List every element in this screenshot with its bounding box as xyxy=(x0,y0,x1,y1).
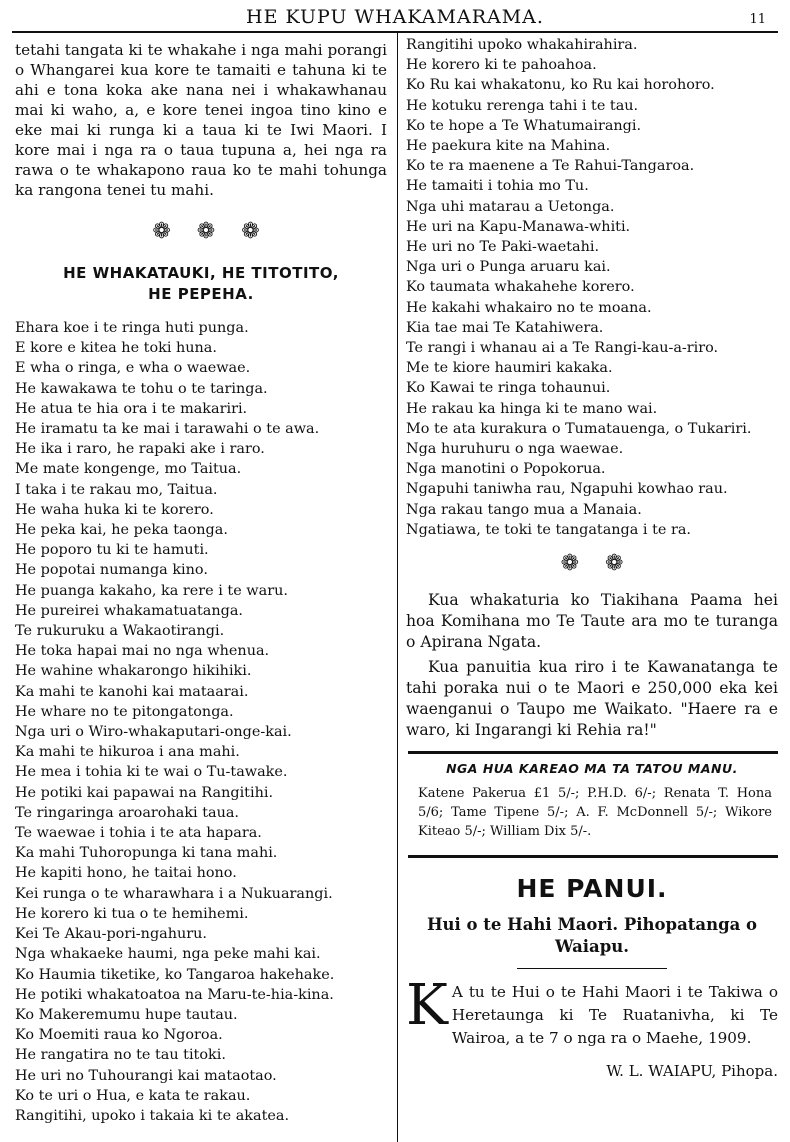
proverb-line: E kore e kitea he toki huna. xyxy=(15,340,217,357)
subscriptions-title: NGA HUA KAREAO MA TA TATOU MANU. xyxy=(446,761,738,777)
subscriptions-list: Katene Pakerua £1 5/-; P.H.D. 6/-; Renata T. Hona 5/6; Tame Tipene 5/-; A. F. McDonnell 5/-; Wikore Kiteao 5/-; William Dix 5/-. xyxy=(418,786,772,840)
proverb-line: Nga huruhuru o nga waewae. xyxy=(406,441,624,458)
proverb-line: He uri no Tuhourangi kai mataotao. xyxy=(15,1067,277,1084)
proverb-line: Ka mahi te kanohi kai mataarai. xyxy=(15,683,249,700)
proverb-line: Kei Te Akau-pori-ngahuru. xyxy=(15,926,207,943)
flower-ornament-icon: ❁ xyxy=(196,219,216,244)
proverb-line: Ko Ru kai whakatonu, ko Ru kai horohoro. xyxy=(406,77,715,94)
header-rule xyxy=(12,31,778,33)
flower-ornament-icon: ❁ xyxy=(241,219,260,244)
proverb-line: Ka mahi te hikuroa i ana mahi. xyxy=(15,744,240,761)
notice-text: A tu te Hui o te Hahi Maori i te Takiwa o Heretaunga ki Te Ruatanivha, ki Te Wairoa, a te 7 o nga ra o Maehe, 1909. xyxy=(451,983,778,1048)
proverb-line: He kakahi whakairo no te moana. xyxy=(406,299,652,316)
proverb-line: Ngatiawa, te toki te tangatanga i te ra. xyxy=(406,521,691,538)
proverb-line: Ko Kawai te ringa tohaunui. xyxy=(406,380,611,397)
proverb-line: Te ringaringa aroarohaki taua. xyxy=(15,804,240,821)
proverb-line: Ko Moemiti raua ko Ngoroa. xyxy=(15,1027,223,1044)
ornament-row xyxy=(406,552,778,576)
proverb-line: Kia tae mai Te Katahiwera. xyxy=(406,319,604,336)
proverb-line: Ko te ra maenene a Te Rahui-Tangaroa. xyxy=(406,158,695,175)
proverb-line: Te rangi i whanau ai a Te Rangi-kau-a-riro. xyxy=(406,340,719,357)
intro-paragraph: tetahi tangata ki te whakahe i nga mahi porangi o Whangarei kua kore te tamaiti e tahuna ki te ahi e tona koka ake nana nei i whakawhanau mai ki waho, a, e kore tenei ingoa tino kino e eke mai ki runga ki a taua ki te Iwi Maori. I kore mai i nga ra o taua tupuna a, hei nga ra rawa o te whakapono raua ko te mahi tohunga ka rangona tenei tu mahi. xyxy=(15,41,387,199)
proverb-line: He mea i tohia ki te wai o Tu-tawake. xyxy=(15,764,288,781)
proverb-line: Ka mahi Tuhoropunga ki tana mahi. xyxy=(15,845,278,862)
proverb-line: Kei runga o te wharawhara i a Nukuarangi. xyxy=(15,885,333,902)
section-rule xyxy=(408,751,778,754)
proverb-line: Nga uhi matarau a Uetonga. xyxy=(406,198,615,215)
proverb-line: I taka i te rakau mo, Taitua. xyxy=(15,481,218,498)
flower-ornament-icon: ❁ xyxy=(605,551,624,577)
proverb-line: He iramatu ta ke mai i tarawahi o te awa. xyxy=(15,421,320,438)
proverb-line: Nga uri o Wiro-whakaputari-onge-kai. xyxy=(15,724,292,741)
proverb-line: He poporo tu ki te hamuti. xyxy=(15,542,209,559)
notice-body xyxy=(406,973,778,1050)
proverb-line: He toka hapai mai no nga whenua. xyxy=(15,643,270,660)
proverb-line: Ko Haumia tiketike, ko Tangaroa hakehake. xyxy=(15,966,335,983)
column-divider xyxy=(397,33,398,1142)
proverb-line: Rangitihi, upoko i takaia ki te akatea. xyxy=(15,1107,290,1124)
right-column xyxy=(406,37,778,1082)
section-rule xyxy=(408,855,778,858)
proverb-line: He wahine whakarongo hikihiki. xyxy=(15,663,252,680)
proverb-line: He korero ki tua o te hemihemi. xyxy=(15,905,249,922)
proverb-line: He rangatira no te tau titoki. xyxy=(15,1047,226,1064)
proverb-line: He paekura kite na Mahina. xyxy=(406,138,611,155)
page-number: 11 xyxy=(749,12,766,27)
notice-title: HE PANUI. xyxy=(516,874,668,904)
flower-ornament-icon: ❁ xyxy=(560,551,579,577)
proverb-line: Me mate kongenge, mo Taitua. xyxy=(15,461,242,478)
proverb-line: He ika i raro, he rapaki ake i raro. xyxy=(15,441,265,458)
proverb-line: Nga uri o Punga aruaru kai. xyxy=(406,259,611,276)
proverb-line: Nga whakaeke haumi, nga peke mahi kai. xyxy=(15,946,321,963)
page-header xyxy=(0,4,790,34)
proverb-line: He waha huka ki te korero. xyxy=(15,501,214,518)
news-paragraph-land: Kua panuitia kua riro i te Kawanatanga te tahi poraka nui o te Maori e 250,000 eka kei waenganui o Taupo me Waikato. "Haere ra e waro, ki Ingarangi ki Rehia ra!" xyxy=(406,658,778,740)
proverb-line: He peka kai, he peka taonga. xyxy=(15,522,228,539)
proverb-line: Nga manotini o Popokorua. xyxy=(406,461,606,478)
page-title: HE KUPU WHAKAMARAMA. xyxy=(246,6,544,28)
proverb-line: Ko te hope a Te Whatumairangi. xyxy=(406,117,642,134)
proverb-line: Ehara koe i te ringa huti punga. xyxy=(15,320,249,336)
proverb-line: Ko taumata whakahehe korero. xyxy=(406,279,635,296)
proverb-line: He popotai numanga kino. xyxy=(15,562,208,579)
notice-signature: W. L. WAIAPU, Pihopa. xyxy=(606,1062,778,1081)
flower-ornament-icon: ❁ xyxy=(152,219,171,244)
proverb-line: Me te kiore haumiri kakaka. xyxy=(406,360,613,377)
proverb-line: He uri na Kapu-Manawa-whiti. xyxy=(406,218,631,235)
proverb-line: E wha o ringa, e wha o waewae. xyxy=(15,360,251,377)
proverb-line: Ko te uri o Hua, e kata te rakau. xyxy=(15,1087,251,1104)
proverb-line: He rakau ka hinga ki te mano wai. xyxy=(406,400,658,417)
proverb-line: He korero ki te pahoahoa. xyxy=(406,57,597,74)
proverb-line: Te rukuruku a Wakaotirangi. xyxy=(15,623,225,640)
proverb-line: He uri no Te Paki-waetahi. xyxy=(406,239,600,256)
proverb-line: He potiki whakatoatoa na Maru-te-hia-kina. xyxy=(15,986,334,1003)
proverb-list-left xyxy=(15,318,387,1126)
proverb-line: He kawakawa te tohu o te taringa. xyxy=(15,380,268,397)
ornament-row xyxy=(15,220,387,244)
proverb-line: Nga rakau tango mua a Manaia. xyxy=(406,501,642,518)
notice-subtitle: Hui o te Hahi Maori. Pihopatanga o Waiapu. xyxy=(426,915,758,957)
proverb-line: Ko Makeremumu hupe tautau. xyxy=(15,1006,238,1023)
proverb-line: He tamaiti i tohia mo Tu. xyxy=(406,178,589,195)
left-column xyxy=(15,40,387,1126)
proverb-list-right xyxy=(406,35,778,540)
notice-rule xyxy=(517,968,667,969)
proverb-line: He whare no te pitongatonga. xyxy=(15,703,234,720)
drop-cap: K xyxy=(406,973,448,1039)
proverb-line: He atua te hia ora i te makariri. xyxy=(15,400,248,417)
proverb-line: He kotuku rerenga tahi i te tau. xyxy=(406,97,639,114)
proverb-line: He kapiti hono, he taitai hono. xyxy=(15,865,237,882)
proverb-line: He puanga kakaho, ka rere i te waru. xyxy=(15,582,288,599)
proverb-line: Ngapuhi taniwha rau, Ngapuhi kowhao rau. xyxy=(406,481,728,498)
section-title: HE WHAKATAUKI, HE TITOTITO, HE PEPEHA. xyxy=(63,264,339,303)
proverb-line: He pureirei whakamatuatanga. xyxy=(15,602,244,619)
news-paragraph-commission: Kua whakaturia ko Tiakihana Paama hei hoa Komihana mo Te Taute ara mo te turanga o Apirana Ngata. xyxy=(406,591,778,652)
proverb-line: Te waewae i tohia i te ata hapara. xyxy=(15,825,262,842)
proverb-line: Mo te ata kurakura o Tumatauenga, o Tukariri. xyxy=(406,420,752,437)
proverb-line: Rangitihi upoko whakahirahira. xyxy=(406,37,638,53)
proverb-line: He potiki kai papawai na Rangitihi. xyxy=(15,784,274,801)
